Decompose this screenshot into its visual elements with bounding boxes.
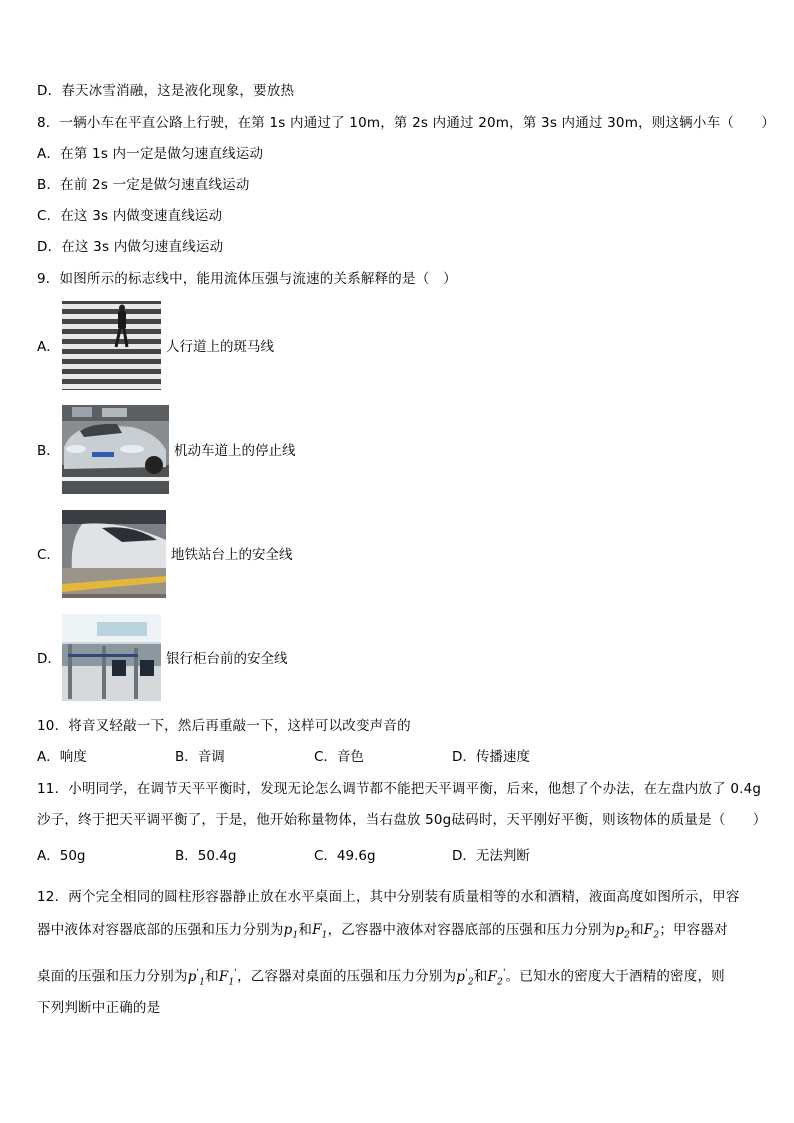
- symbol-F1: $F_1$: [312, 922, 328, 941]
- symbol-F2: $F_2$: [643, 922, 660, 941]
- symbol-p2: $p_2$: [615, 922, 631, 941]
- q10-option-b[interactable]: B．音调: [175, 749, 225, 765]
- q12-text-2c: ；甲容器对: [659, 922, 728, 938]
- q9-option-c-letter[interactable]: C．: [37, 547, 60, 563]
- question-10: 10．将音叉轻敲一下，然后再重敲一下，这样可以改变声音的: [37, 718, 411, 734]
- q8-option-b[interactable]: B．在前 2s 一定是做匀速直线运动: [37, 177, 250, 193]
- question-9: 9．如图所示的标志线中，能用流体压强与流速的关系解释的是（ ）: [37, 271, 457, 287]
- q12-text-2a: 器中液体对容器底部的压强和压力分别为: [37, 922, 284, 938]
- symbol-F2-prime: $F_2'$: [487, 968, 506, 988]
- q8-option-c[interactable]: C．在这 3s 内做变速直线运动: [37, 208, 223, 224]
- q9-option-a-letter[interactable]: A．: [37, 339, 60, 355]
- q10-option-c[interactable]: C．音色: [314, 749, 364, 765]
- q12-text-3c: 。已知水的密度大于酒精的密度，则: [505, 968, 725, 985]
- q12-text-3b: ，乙容器对桌面的压强和压力分别为: [237, 968, 457, 985]
- question-12-line-1: 12．两个完全相同的圆柱形容器静止放在水平桌面上，其中分别装有质量相等的水和酒精，液面高度如图所示，甲容: [37, 889, 740, 905]
- zebra-crossing-image: [62, 301, 161, 390]
- q11-option-b[interactable]: B．50.4g: [175, 848, 237, 864]
- conj-he: 和: [630, 922, 644, 938]
- q11-option-d[interactable]: D．无法判断: [452, 848, 530, 864]
- question-11-line-2: 沙子，终于把天平调平衡了，于是，他开始称量物体，当右盘放 50g砝码时，天平刚好平衡，则该物体的质量是（ ）: [37, 812, 767, 828]
- symbol-F1-prime: $F_1'$: [218, 968, 238, 988]
- conj-he: 和: [298, 922, 313, 938]
- question-12-line-4: 下列判断中正确的是: [37, 1000, 161, 1016]
- question-12-line-3: [37, 964, 725, 991]
- q8-option-d[interactable]: D．在这 3s 内做匀速直线运动: [37, 239, 224, 255]
- symbol-p1-prime: $p'_1$: [187, 968, 206, 988]
- question-12-line-2: [37, 921, 728, 945]
- q10-option-a[interactable]: A．响度: [37, 749, 87, 765]
- q8-option-a[interactable]: A．在第 1s 内一定是做匀速直线运动: [37, 146, 264, 162]
- symbol-p2-prime: $p'_2$: [456, 968, 474, 988]
- q12-text-3a: 桌面的压强和压力分别为: [37, 968, 188, 985]
- q9-option-d-letter[interactable]: D．: [37, 651, 61, 667]
- q9-option-a-text: 人行道上的斑马线: [166, 339, 274, 355]
- conj-he: 和: [473, 968, 488, 985]
- q10-options: [37, 748, 757, 766]
- q10-option-d[interactable]: D．传播速度: [452, 749, 530, 765]
- symbol-p1: $p_1$: [283, 922, 299, 941]
- q9-option-d-text: 银行柜台前的安全线: [166, 651, 288, 667]
- q9-option-b-text: 机动车道上的停止线: [174, 443, 296, 459]
- q11-option-a[interactable]: A．50g: [37, 848, 86, 864]
- question-11-line-1: 11．小明同学，在调节天平平衡时，发现无论怎么调节都不能把天平调平衡，后来，他想了个办法，在左盘内放了 0.4g: [37, 781, 762, 797]
- q12-text-2b: ，乙容器中液体对容器底部的压强和压力分别为: [327, 922, 616, 938]
- q9-option-b-letter[interactable]: B．: [37, 443, 60, 459]
- bank-counter-image: [62, 614, 161, 701]
- question-8: 8．一辆小车在平直公路上行驶，在第 1s 内通过了 10m，第 2s 内通过 20m，第 3s 内通过 30m，则这辆小车（ ）: [37, 115, 776, 131]
- q11-option-c[interactable]: C．49.6g: [314, 848, 376, 864]
- q11-options: [37, 847, 757, 865]
- subway-platform-image: [62, 510, 166, 598]
- q9-option-c-text: 地铁站台上的安全线: [171, 547, 293, 563]
- car-stop-line-image: [62, 405, 169, 494]
- conj-he: 和: [205, 968, 219, 985]
- option-d-previous: D．春天冰雪消融，这是液化现象，要放热: [37, 83, 295, 99]
